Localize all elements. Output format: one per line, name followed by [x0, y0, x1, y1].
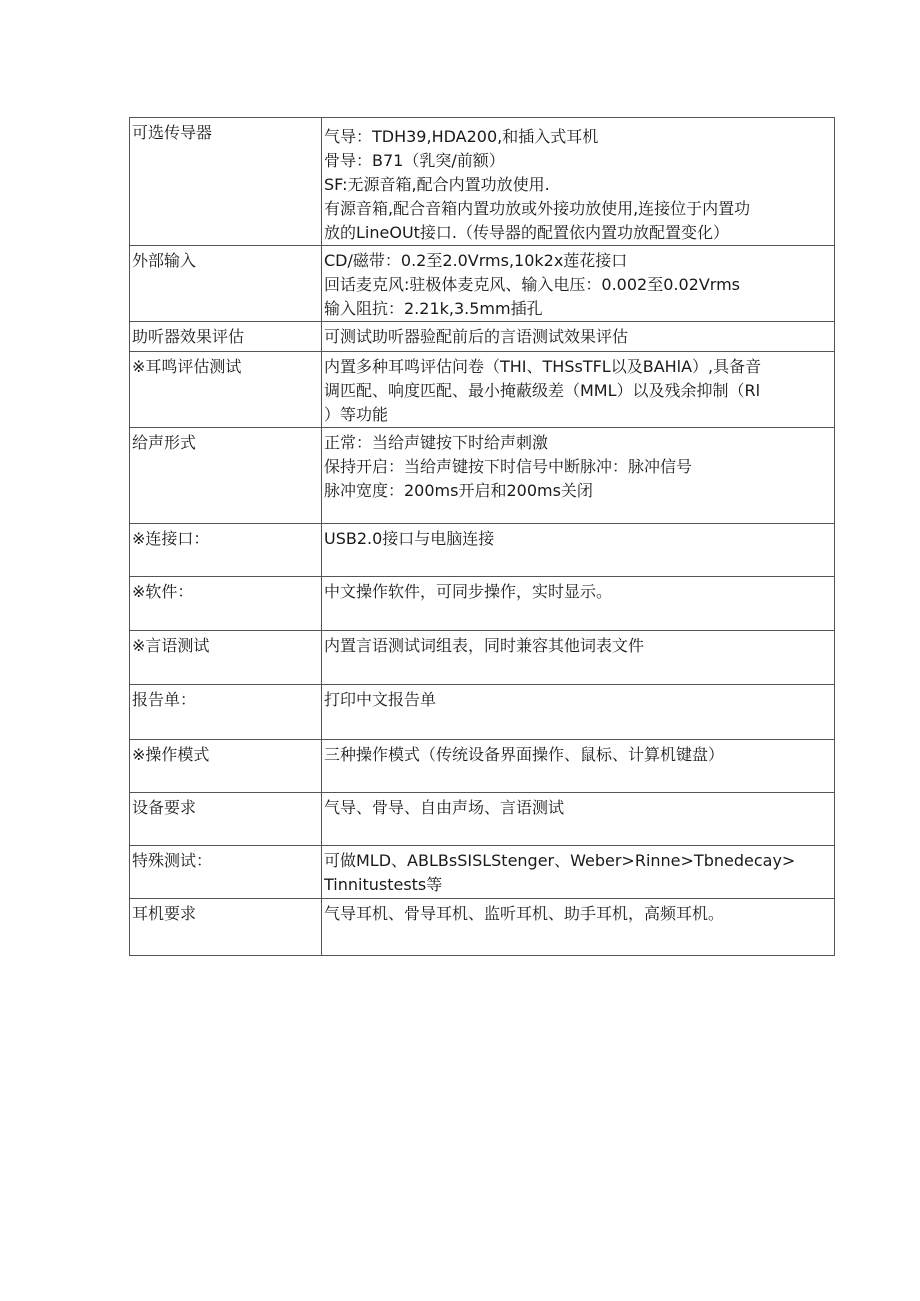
value-line: 保持开启：当给声键按下时信号中断脉冲：脉冲信号 — [324, 457, 693, 476]
row-label: 特殊测试： — [130, 846, 322, 899]
value-line: 正常：当给声键按下时给声刺激 — [324, 433, 549, 452]
value-line: SF:无源音箱,配合内置功放使用. — [324, 175, 550, 194]
row-label: 耳机要求 — [130, 899, 322, 956]
value-line: 气导、骨导、自由声场、言语测试 — [324, 798, 565, 817]
value-line: 气导耳机、骨导耳机、监听耳机、助手耳机，高频耳机。 — [324, 904, 725, 923]
spec-row-report — [130, 685, 835, 740]
row-value — [322, 899, 835, 956]
spec-row-tinnitus — [130, 352, 835, 428]
row-value — [322, 352, 835, 428]
spec-row-hearing-aid — [130, 322, 835, 352]
row-value — [322, 246, 835, 322]
value-line: 可测试助听器验配前后的言语测试效果评估 — [324, 327, 629, 346]
value-line: 打印中文报告单 — [324, 690, 437, 709]
row-label: 外部输入 — [130, 246, 322, 322]
spec-row-operation-mode — [130, 740, 835, 793]
row-value — [322, 577, 835, 631]
value-line: 气导：TDH39,HDA200,和插入式耳机 — [324, 127, 599, 146]
value-line: 中文操作软件，可同步操作，实时显示。 — [324, 582, 613, 601]
row-value — [322, 118, 835, 246]
value-line: 有源音箱,配合音箱内置功放或外接功放使用,连接位于内置功 — [324, 199, 751, 218]
spec-row-software — [130, 577, 835, 631]
value-line: 内置言语测试词组表，同时兼容其他词表文件 — [324, 636, 645, 655]
row-label: ※连接口： — [130, 524, 322, 577]
value-line: USB2.0接口与电脑连接 — [324, 529, 495, 548]
row-label: 给声形式 — [130, 428, 322, 524]
row-label: ※言语测试 — [130, 631, 322, 685]
spec-row-transducers — [130, 118, 835, 246]
value-line: 内置多种耳鸣评估问卷（THI、THSsTFL以及BAHlA）,具备音 — [324, 357, 762, 376]
row-label: 可选传导器 — [130, 118, 322, 246]
row-label: ※耳鸣评估测试 — [130, 352, 322, 428]
row-value — [322, 524, 835, 577]
spec-row-headphones — [130, 899, 835, 956]
value-line: 三种操作模式（传统设备界面操作、鼠标、计算机键盘） — [324, 745, 725, 764]
spec-row-device-requirements — [130, 793, 835, 846]
spec-table — [129, 117, 835, 956]
row-value — [322, 685, 835, 740]
row-label: 设备要求 — [130, 793, 322, 846]
value-line: CD/磁带：0.2至2.0Vrms,10k2x莲花接口 — [324, 251, 628, 270]
spec-row-stimulus-mode — [130, 428, 835, 524]
row-value — [322, 846, 835, 899]
value-line: 放的LineOUt接口.（传导器的配置依内置功放配置变化） — [324, 223, 730, 242]
value-line: 输入阻抗：2.21k,3.5mm插孔 — [324, 299, 543, 318]
value-line: Tinnitustests等 — [324, 875, 443, 894]
row-value — [322, 793, 835, 846]
value-line: 可做MLD、ABLBsSISLStenger、Weber>Rinne>Tbnedecay> — [324, 851, 796, 870]
row-label: 助听器效果评估 — [130, 322, 322, 352]
value-line: 回话麦克风:驻极体麦克风、输入电压：0.002至0.02Vrms — [324, 275, 740, 294]
spec-row-speech-test — [130, 631, 835, 685]
value-line: 骨导：B71（乳突/前额） — [324, 151, 505, 170]
row-value — [322, 631, 835, 685]
value-line: ）等功能 — [324, 405, 389, 424]
spec-row-connection — [130, 524, 835, 577]
row-label: ※软件： — [130, 577, 322, 631]
spec-row-special-tests — [130, 846, 835, 899]
row-label: 报告单： — [130, 685, 322, 740]
row-value — [322, 322, 835, 352]
row-value — [322, 428, 835, 524]
value-line: 调匹配、响度匹配、最小掩蔽级差（MML）以及残余抑制（Rl — [324, 381, 761, 400]
value-line: 脉冲宽度：200ms开启和200ms关闭 — [324, 481, 593, 500]
spec-row-external-input — [130, 246, 835, 322]
row-value — [322, 740, 835, 793]
row-label: ※操作模式 — [130, 740, 322, 793]
